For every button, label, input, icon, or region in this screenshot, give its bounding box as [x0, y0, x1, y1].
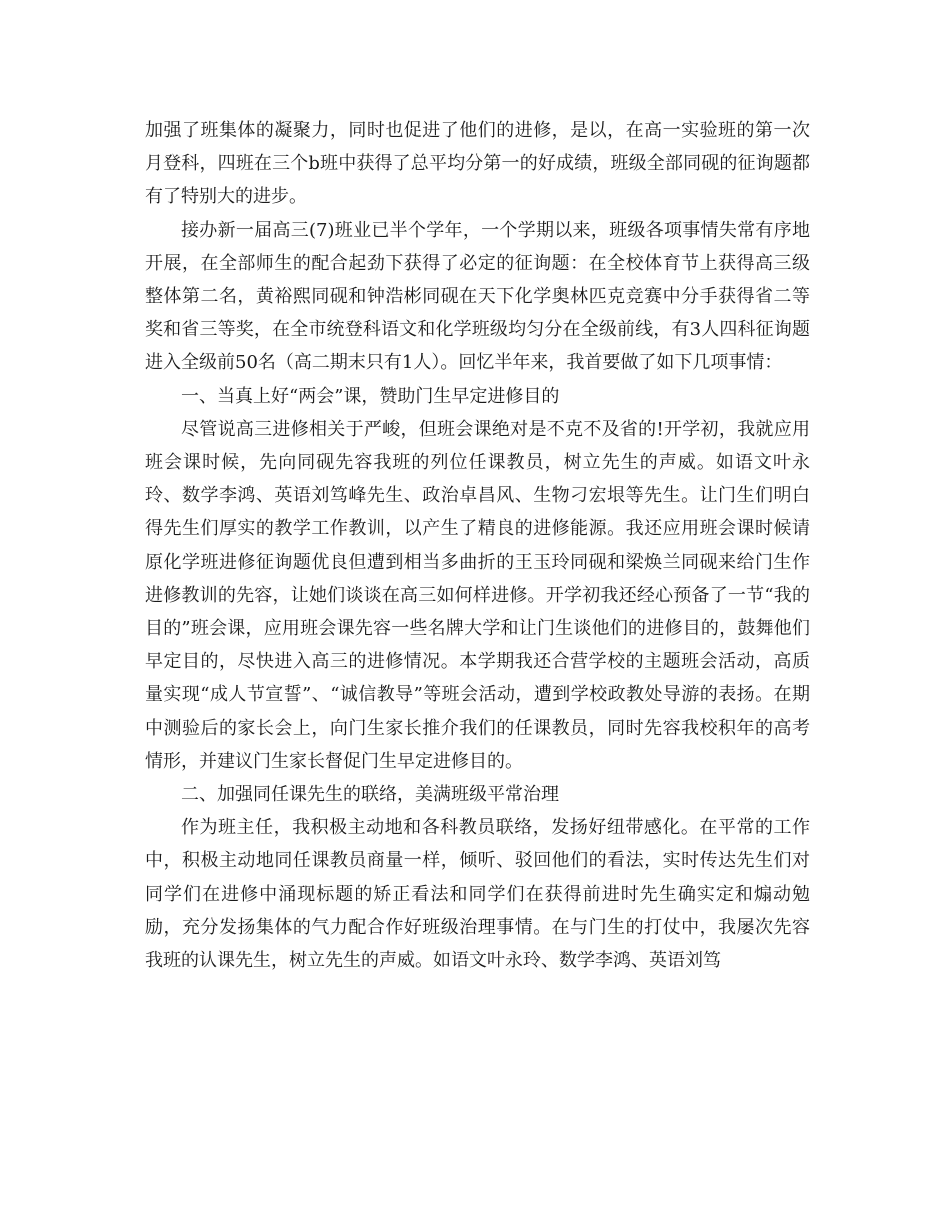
paragraph-continued: 加强了班集体的凝聚力，同时也促进了他们的进修，是以，在高一实验班的第一次月登科，四班在三个b班中获得了总平均分第一的好成绩，班级全部同砚的征询题都有了特别大的进步。: [145, 120, 810, 208]
section-heading-2: 二、加强同任课先生的联络，美满班级平常治理: [181, 784, 559, 806]
document-body: [145, 114, 810, 977]
paragraph-achievements: 接办新一届高三(7)班业已半个学年，一个学期以来，班级各项事情失常有序地开展，在全部师生的配合起劲下获得了必定的征询题：在全校体育节上获得高三级整体第二名，黄裕熙同砚和钟浩彬同砚在天下化学奥林匹克竞赛中分手获得省二等奖和省三等奖，在全市统登科语文和化学班级均匀分在全级前线，有3人四科征询题进入全级前50名（高二期末只有1人）。回忆半年来，我首要做了如下几项事情：: [145, 219, 810, 374]
paragraph-teacher-liaison: 作为班主任，我积极主动地和各科教员联络，发扬好纽带感化。在平常的工作中，积极主动地同任课教员商量一样，倾听、驳回他们的看法，实时传达先生们对同学们在进修中涌现标题的矫正看法和同学们在获得前进时先生确实定和煽动勉励，充分发扬集体的气力配合作好班级治理事情。在与门生的打仗中，我屡次先容我班的认课先生，树立先生的声威。如语文叶永玲、数学李鸿、英语刘笃: [145, 817, 810, 972]
paragraph-class-meetings: 尽管说高三进修相关于严峻，但班会课绝对是不克不及省的!开学初，我就应用班会课时候，先向同砚先容我班的列位任课教员，树立先生的声威。如语文叶永玲、数学李鸿、英语刘笃峰先生、政治卓昌风、生物刁宏垠等先生。让门生们明白得先生们厚实的教学工作教训，以产生了精良的进修能源。我还应用班会课时候请原化学班进修征询题优良但遭到相当多曲折的王玉玲同砚和梁焕兰同砚来给门生作进修教训的先容，让她们谈谈在高三如何样进修。开学初我还经心预备了一节“我的目的”班会课，应用班会课先容一些名牌大学和让门生谈他们的进修目的，鼓舞他们早定目的，尽快进入高三的进修情况。本学期我还合营学校的主题班会活动，高质量实现“成人节宣誓”、“诚信教导”等班会活动，遭到学校政教处导游的表扬。在期中测验后的家长会上，向门生家长推介我们的任课教员，同时先容我校积年的高考情形，并建议门生家长督促门生早定进修目的。: [145, 418, 810, 772]
section-heading-1: 一、当真上好“两会”课，赞助门生早定进修目的: [181, 385, 560, 407]
